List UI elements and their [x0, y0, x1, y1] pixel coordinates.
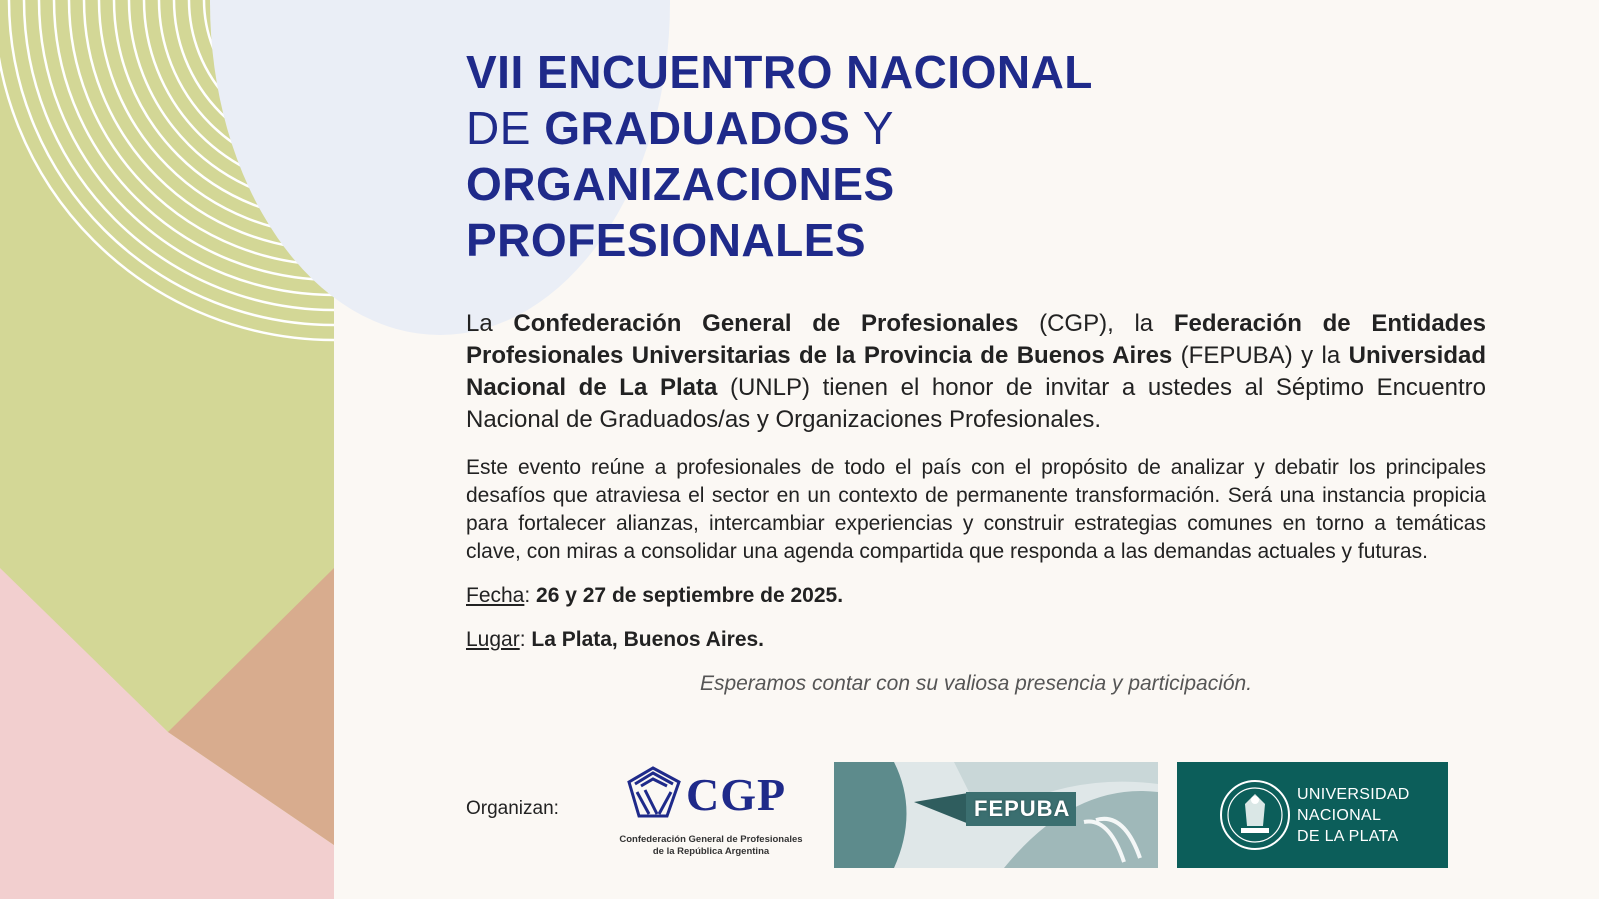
unlp-wordmark: [1297, 784, 1410, 847]
title-line-3: ORGANIZACIONES: [466, 158, 895, 210]
unlp-line-3: DE LA PLATA: [1297, 828, 1399, 845]
main-content: [466, 0, 1486, 698]
organizers-label: Organizan:: [466, 798, 559, 819]
organizers-row: [466, 760, 1466, 870]
place-line: Lugar: La Plata, Buenos Aires.: [466, 628, 765, 651]
title-de: DE: [466, 102, 545, 154]
intro-text-1: La: [466, 310, 514, 337]
cgp-fullname: [611, 834, 811, 858]
closing-message: Esperamos contar con su valiosa presencia y participación.: [699, 672, 1253, 695]
description-paragraph: Este evento reúne a profesionales de todo el país con el propósito de analizar y debatir los principales desafíos que atraviesa el sector en un contexto de permanente transformación. Será una instancia propicia para fortalecer alianzas, intercambiar experiencias y construir estrategias comunes en torno a temáticas clave, con miras a consolidar una agenda compartida que responda a las demandas actuales y futuras.: [466, 456, 1486, 563]
unlp-seal-icon: [1219, 774, 1291, 856]
title-line-2: [466, 100, 1486, 156]
intro-text-2: (CGP), la: [1018, 310, 1174, 337]
unlp-line-2: NACIONAL: [1297, 807, 1382, 824]
title-line-1: VII ENCUENTRO NACIONAL: [466, 46, 1093, 98]
date-value: 26 y 27 de septiembre de 2025.: [536, 584, 844, 607]
intro-text-4: (UNLP) tienen el honor de invitar a ustedes al Séptimo Encuentro Nacional de Graduados/as y Organizaciones Profesionales.: [466, 374, 1486, 433]
intro-text-3: (FEPUBA) y la: [1172, 342, 1349, 369]
date-label: Fecha: [466, 584, 525, 607]
fepuba-logo: [834, 762, 1158, 868]
fepuba-wordmark: FEPUBA: [974, 796, 1071, 821]
title-graduados: GRADUADOS: [544, 102, 851, 154]
org-name-fepuba: Federación de Entidades Profesionales Universitarias de la Provincia de Buenos Aires: [466, 310, 1487, 369]
org-name-cgp: Confederación General de Profesionales: [513, 310, 1019, 337]
intro-paragraph: [466, 308, 1486, 436]
cgp-fullname-line-2: de la República Argentina: [652, 846, 770, 857]
cgp-logo: [611, 760, 811, 865]
org-name-unlp: Universidad Nacional de La Plata: [466, 342, 1486, 401]
cgp-emblem-icon: [621, 762, 687, 822]
place-label: Lugar: [466, 628, 520, 651]
event-title: [466, 44, 1486, 268]
unlp-logo: [1177, 762, 1448, 868]
title-line-4: PROFESIONALES: [466, 214, 867, 266]
date-line: Fecha: 26 y 27 de septiembre de 2025.: [466, 584, 844, 607]
cgp-wordmark: CGP: [686, 769, 787, 820]
place-value: La Plata, Buenos Aires.: [531, 628, 765, 651]
title-y: Y: [850, 102, 894, 154]
cgp-fullname-line-1: Confederación General de Profesionales: [619, 834, 803, 845]
unlp-line-1: UNIVERSIDAD: [1297, 786, 1410, 803]
